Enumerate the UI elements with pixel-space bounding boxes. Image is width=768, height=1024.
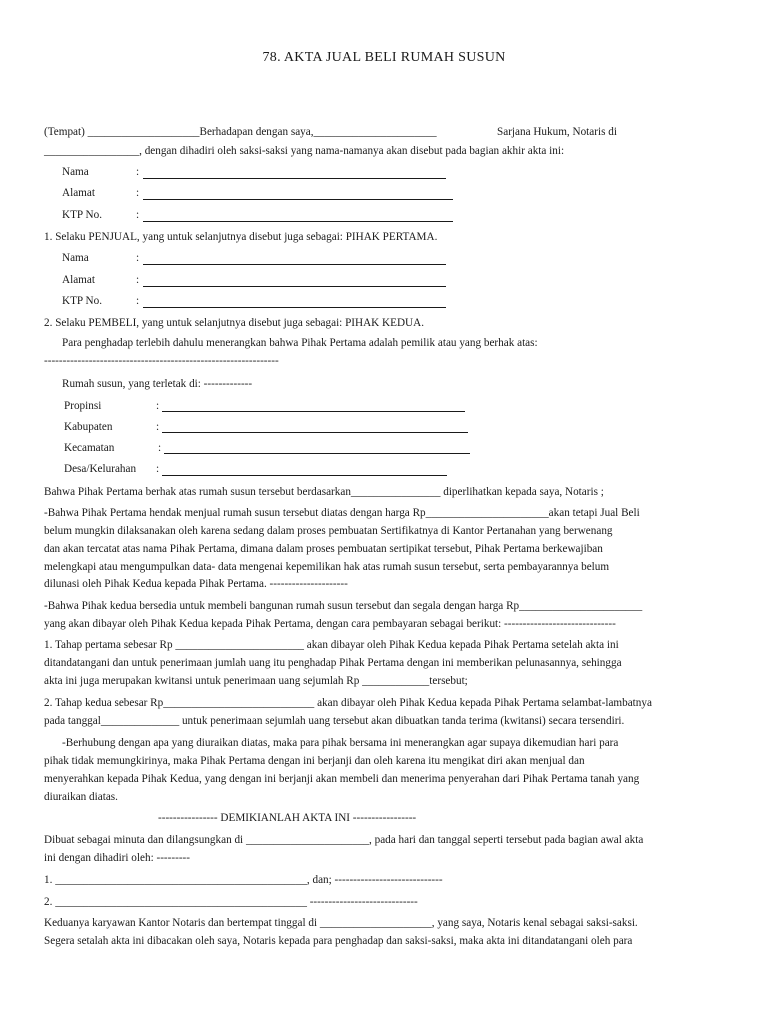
made-line-1: Dibuat sebagai minuta dan dilangsungkan di ______________________, pada hari dan tanggal seperti tersebut pada bagian awal akta — [44, 834, 644, 846]
sale-para-line-1: -Bahwa Pihak Pertama hendak menjual rumah susun tersebut diatas dengan harga Rp______________________akan tetapi Jual Beli — [44, 507, 640, 519]
village-label: Desa/Kelurahan — [64, 463, 137, 475]
ownership-basis: Bahwa Pihak Pertama berhak atas rumah susun tersebut berdasarkan________________ diperlihatkan kepada saya, Notaris ; — [44, 486, 604, 498]
closing-line-1: Keduanya karyawan Kantor Notaris dan bertempat tinggal di ____________________, yang saya, Notaris kenal sebagai saksi-saksi. — [44, 917, 638, 929]
party1-ktp-label: KTP No. — [62, 209, 102, 221]
conclusion-line-4: diuraikan diatas. — [44, 791, 118, 803]
property-intro: Rumah susun, yang terletak di: ------------- — [62, 378, 253, 390]
party1-ktp-blank[interactable] — [143, 221, 453, 222]
conclusion-line-1: -Berhubung dengan apa yang diuraikan diatas, maka para pihak bersama ini menerangkan agar supaya dikemudian hari para — [62, 737, 619, 749]
regency-label: Kabupaten — [64, 421, 113, 433]
closing-line-2: Segera setalah akta ini dibacakan oleh saya, Notaris kepada para penghadap dan saksi-saksi, maka akta ini ditandatangani oleh para — [44, 935, 633, 947]
stage1-line-2: ditandatangani dan untuk penerimaan jumlah uang itu penghadap Pihak Pertama dengan ini memberikan pelunasannya, sehingga — [44, 657, 622, 669]
party1-address-blank[interactable] — [143, 199, 453, 200]
buy-para-line-2: yang akan dibayar oleh Pihak Kedua kepada Pihak Pertama, dengan cara pembayaran sebagai berikut: ------------------------------ — [44, 618, 616, 630]
stage2-line-2: pada tanggal______________ untuk penerimaan sejumlah uang tersebut akan dibuatkan tanda terima (kwitansi) secara tersendiri. — [44, 715, 625, 727]
sale-para-line-4: melengkapi atau mengumpulkan data- data mengenai kepemilikan hak atas rumah susun tersebut, serta pembayarannya belum — [44, 561, 610, 573]
district-blank[interactable] — [164, 453, 470, 454]
regency-colon: : — [156, 421, 160, 433]
sale-para-line-3: dan akan tercatat atas nama Pihak Pertama, dimana dalam proses pembuatan sertipikat tersebut, Pihak Pertama berkewajiban — [44, 543, 603, 555]
statement-line-2: --------------------------------------------------------------- — [44, 355, 279, 367]
buyer-line: 2. Selaku PEMBELI, yang untuk selanjutnya disebut juga sebagai: PIHAK KEDUA. — [44, 317, 425, 329]
party1-ktp-colon: : — [136, 209, 140, 221]
stage1-line-3: akta ini juga merupakan kwitansi untuk penerimaan uang sejumlah Rp ____________tersebut; — [44, 675, 468, 687]
village-colon: : — [156, 463, 160, 475]
party2-name-colon: : — [136, 252, 140, 264]
party2-name-label: Nama — [62, 252, 89, 264]
demikian-heading: ---------------- DEMIKIANLAH AKTA INI ----------------- — [158, 812, 417, 824]
conclusion-line-2: pihak tidak memungkirinya, maka Pihak Pertama dengan ini berjanji dan oleh karena itu mengikat diri akan menjual dan — [44, 755, 585, 767]
witness-2-line: 2. _____________________________________________ ----------------------------- — [44, 896, 418, 908]
sale-para-line-5: dilunasi oleh Pihak Kedua kepada Pihak Pertama. --------------------- — [44, 578, 348, 590]
regency-blank[interactable] — [162, 432, 468, 433]
province-label: Propinsi — [64, 400, 102, 412]
opening-line-1-notary: Sarjana Hukum, Notaris di — [497, 126, 617, 138]
party1-address-label: Alamat — [62, 187, 95, 199]
sale-para-line-2: belum mungkin dilaksanakan oleh karena sedang dalam proses pembuatan Sertifikatnya di Kantor Pertanahan yang berwenang — [44, 525, 613, 537]
buy-para-line-1: -Bahwa Pihak kedua bersedia untuk membeli bangunan rumah susun tersebut dan segala dengan harga Rp______________________ — [44, 600, 643, 612]
party1-address-colon: : — [136, 187, 140, 199]
province-colon: : — [156, 400, 160, 412]
opening-line-2: _________________, dengan dihadiri oleh saksi-saksi yang nama-namanya akan disebut pada bagian akhir akta ini: — [44, 145, 565, 157]
province-blank[interactable] — [162, 411, 465, 412]
party2-address-blank[interactable] — [143, 286, 446, 287]
party1-name-label: Nama — [62, 166, 89, 178]
seller-line: 1. Selaku PENJUAL, yang untuk selanjutnya disebut juga sebagai: PIHAK PERTAMA. — [44, 231, 438, 243]
party2-name-blank[interactable] — [143, 264, 446, 265]
witness-1-line: 1. _____________________________________________, dan; ----------------------------- — [44, 874, 443, 886]
party1-name-colon: : — [136, 166, 140, 178]
stage2-line-1: 2. Tahap kedua sebesar Rp___________________________ akan dibayar oleh Pihak Kedua kepada Pihak Pertama selambat-lambatnya — [44, 697, 652, 709]
party2-ktp-label: KTP No. — [62, 295, 102, 307]
party2-ktp-blank[interactable] — [143, 307, 446, 308]
party2-address-colon: : — [136, 274, 140, 286]
district-label: Kecamatan — [64, 442, 115, 454]
party2-address-label: Alamat — [62, 274, 95, 286]
opening-line-1: (Tempat) ____________________Berhadapan dengan saya,______________________ — [44, 126, 437, 138]
district-colon: : — [158, 442, 162, 454]
party2-ktp-colon: : — [136, 295, 140, 307]
statement-line-1: Para penghadap terlebih dahulu menerangkan bahwa Pihak Pertama adalah pemilik atau yang berhak atas: — [62, 337, 538, 349]
party1-name-blank[interactable] — [143, 178, 446, 179]
document-title: 78. AKTA JUAL BELI RUMAH SUSUN — [262, 50, 506, 65]
conclusion-line-3: menyerahkan kepada Pihak Kedua, yang dengan ini berjanji akan membeli dan menerima penyerahan dari Pihak Pertama tanah yang — [44, 773, 640, 785]
made-line-2: ini dengan dihadiri oleh: --------- — [44, 852, 191, 864]
stage1-line-1: 1. Tahap pertama sebesar Rp _______________________ akan dibayar oleh Pihak Kedua kepada Pihak Pertama setelah akta ini — [44, 639, 619, 651]
village-blank[interactable] — [162, 475, 447, 476]
